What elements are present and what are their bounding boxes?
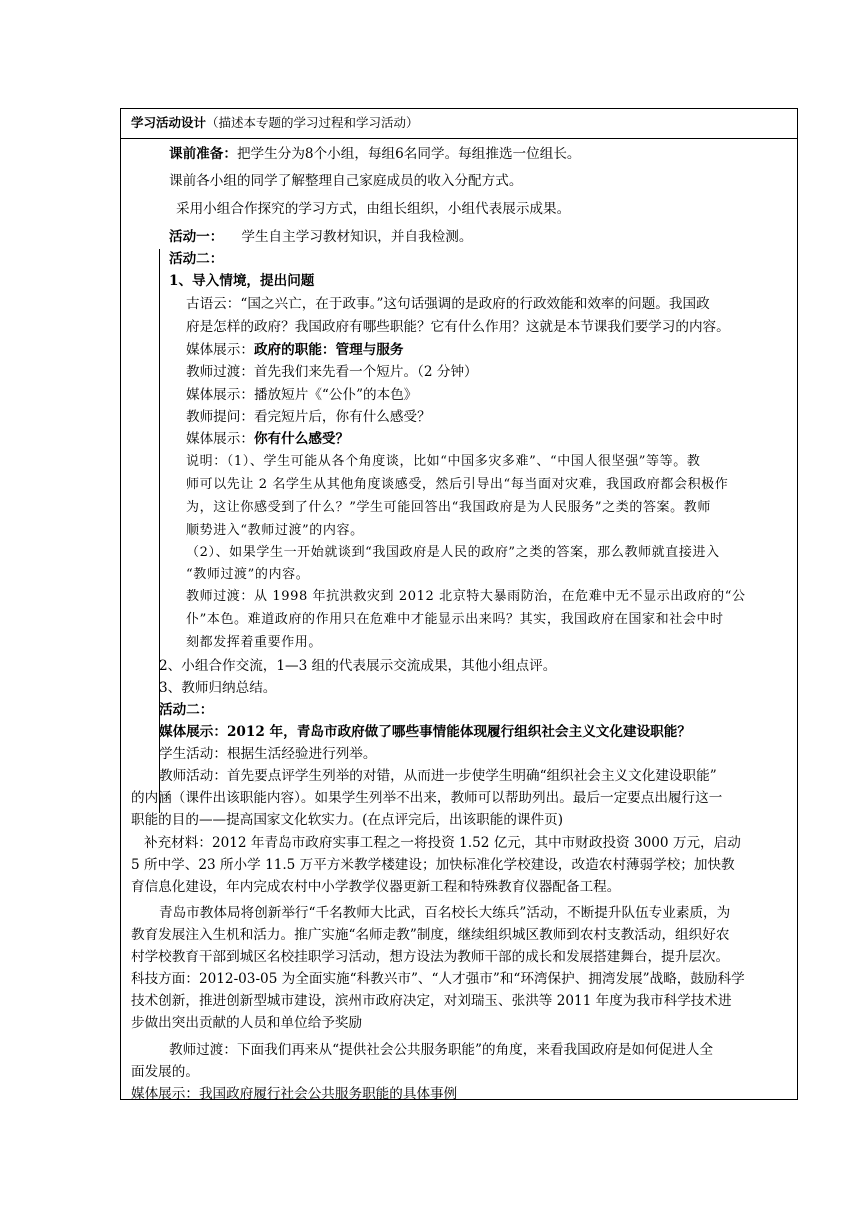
activity3-media-title: 媒体展示：2012 年，青岛市政府做了哪些事情能体现履行组织社会主义文化建设职能？ — [159, 724, 691, 740]
final-media: 媒体展示：我国政府履行社会公共服务职能的具体事例 — [131, 1086, 458, 1102]
note-line-2: 师可以先让 2 名学生从其他角度谈感受，然后引导出“每当面对灾难，我国政府都会积极作 — [186, 477, 729, 492]
note-line-3: 为，这让你感受到了什么？”学生可能回答出“我国政府是为人民服务”之类的答案。教师 — [186, 500, 711, 515]
supplement-line-3: 育信息化建设，年内完成农村中小学教学仪器更新工程和特殊教育仪器配备工程。 — [131, 879, 621, 895]
prep-text: 把学生分为8个小组，每组6名同学。每组推选一位组长。 — [236, 146, 581, 162]
media3-label: 媒体展示： — [186, 431, 254, 447]
qingdao-line-2: 教育发展注入生机和活力。推广实施“名师走教”制度，继续组织城区教师到农村支教活动，组织好农 — [131, 927, 730, 943]
media3-text: 你有什么感受？ — [253, 431, 350, 447]
prep-line-1 — [169, 143, 581, 165]
prep-line-3: 采用小组合作探究的学习方式，由组长组织，小组代表展示成果。 — [176, 201, 571, 217]
activity3-label: 活动二： — [159, 702, 214, 718]
prep-line-2: 课前各小组的同学了解整理自己家庭成员的收入分配方式。 — [169, 173, 523, 189]
transition-line-2: 仆”本色。难道政府的作用只在危难中才能显示出来吗？其实，我国政府在国家和社会中时 — [186, 612, 724, 627]
supplement-line-2: 5 所中学、23 所小学 11.5 万平方米教学楼建设；加快标准化学校建设，改造农村薄弱学校；加快教 — [131, 857, 735, 873]
supplement-line-1: 补充材料：2012 年青岛市政府实事工程之一将投资 1.52 亿元，其中市财政投资 3000 万元，启动 — [144, 835, 741, 851]
note-line-1: 说明：（1）、学生可能从各个角度谈，比如“中国多灾多难”、“中国人很坚强”等等。教 — [186, 454, 701, 469]
qingdao-line-3: 村学校教育干部到城区名校挂职学习活动，想方设法为教师干部的成长和发展搭建舞台，提升层次。 — [131, 949, 730, 965]
student-activity: 学生活动：根据生活经验进行列举。 — [159, 746, 377, 762]
prep-label: 课前准备： — [169, 146, 237, 162]
qingdao-line-4: 科技方面：2012-03-05 为全面实施“科教兴市”、“人才强市”和“环湾保护、拥湾发展”战略，鼓励科学 — [131, 971, 745, 987]
table-header — [131, 112, 419, 134]
final-transition-2: 面发展的。 — [131, 1064, 199, 1080]
transition-line-1: 教师过渡：从 1998 年抗洪救灾到 2012 北京特大暴雨防治，在危难中无不显示出政府的“公 — [186, 589, 746, 604]
transition-line-3: 刻都发挥着重要作用。 — [186, 635, 323, 650]
teacher-transition-1: 教师过渡：首先我们来先看一个短片。（2 分钟） — [186, 364, 478, 380]
activity1-line — [169, 226, 472, 248]
media2-line: 媒体展示：播放短片《“公仆”的本色》 — [186, 387, 418, 403]
media3-line — [186, 428, 349, 450]
intro-line-1: 古语云：“国之兴亡，在于政事。”这句话强调的是政府的行政效能和效率的问题。我国政 — [186, 296, 710, 312]
note-line-4: 顺势进入“教师过渡”的内容。 — [186, 523, 364, 538]
qingdao-line-1: 青岛市教体局将创新举行“千名教师大比武，百名校长大练兵”活动，不断提升队伍专业素质，为 — [159, 905, 731, 921]
qingdao-line-6: 步做出突出贡献的人员和单位给予奖励 — [131, 1015, 363, 1031]
teacher-activity-2: 的内涵（课件出该职能内容）。如果学生列举不出来，教师可以帮助列出。最后一定要点出履行这一 — [131, 790, 723, 806]
activity1-label: 活动一： — [169, 229, 224, 245]
intro-line-2: 府是怎样的政府？我国政府有哪些职能？它有什么作用？这就是本节课我们要学习的内容。 — [186, 319, 730, 335]
activity1-text: 学生自主学习教材知识，并自我检测。 — [241, 229, 473, 245]
activity2-label: 活动二： — [169, 251, 224, 267]
media1-line — [186, 339, 404, 361]
teacher-activity-3: 职能的目的——提高国家文化软实力。(在点评完后，出该职能的课件页) — [131, 812, 564, 828]
teacher-question: 教师提问：看完短片后，你有什么感受？ — [186, 409, 431, 425]
step2-line: 2、小组合作交流，1—3 组的代表展示交流成果，其他小组点评。 — [159, 658, 557, 674]
media1-text: 政府的职能：管理与服务 — [253, 342, 404, 358]
note-line-5: （2）、如果学生一开始就谈到“我国政府是人民的政府”之类的答案，那么教师就直接进入 — [186, 545, 720, 560]
final-transition-1: 教师过渡：下面我们再来从“提供社会公共服务职能”的角度，来看我国政府是如何促进人全 — [169, 1042, 714, 1058]
note-line-6: “教师过渡”的内容。 — [186, 567, 310, 582]
header-title: 学习活动设计 — [131, 115, 207, 130]
qingdao-line-5: 技术创新，推进创新型城市建设，滨州市政府决定，对刘瑞玉、张洪等 2011 年度为我市科学技术进 — [131, 993, 732, 1009]
teacher-activity-1: 教师活动：首先要点评学生列举的对错，从而进一步使学生明确“组织社会主义文化建设职能” — [159, 768, 717, 784]
step1-heading: 1、导入情境，提出问题 — [169, 273, 315, 289]
header-divider — [121, 138, 797, 139]
header-subtitle: （描述本专题的学习过程和学习活动） — [206, 115, 419, 130]
step3-line: 3、教师归纳总结。 — [159, 680, 277, 696]
media1-label: 媒体展示： — [186, 342, 254, 358]
